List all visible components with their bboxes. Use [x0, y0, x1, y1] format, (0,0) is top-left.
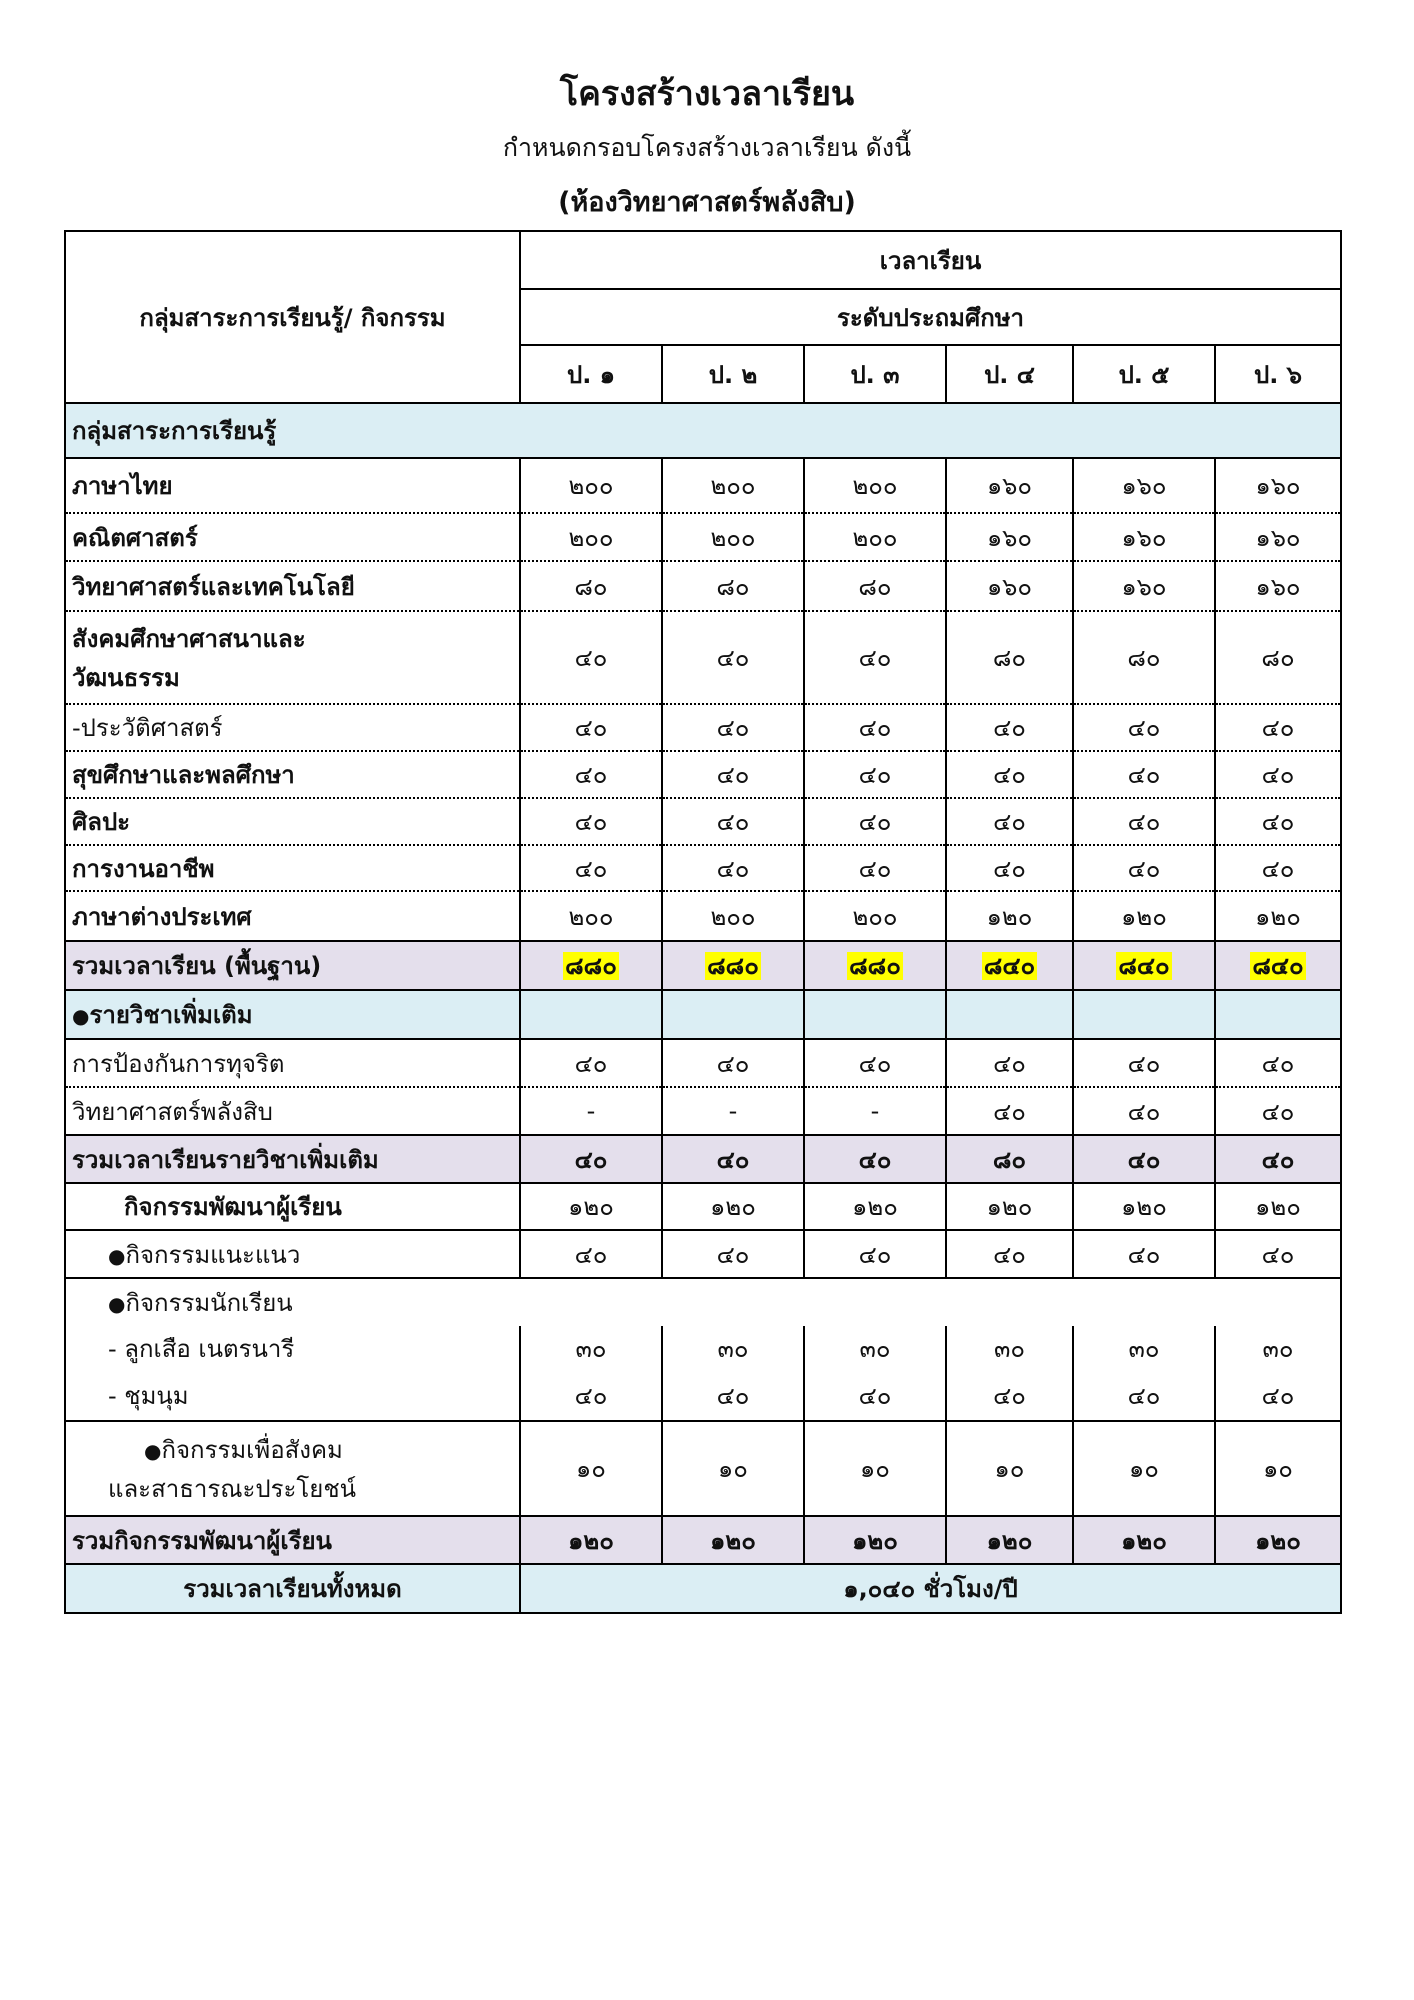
value-cell: ๑๒๐	[1073, 1516, 1215, 1564]
value-cell	[520, 1326, 662, 1421]
value-cell: ๑๒๐	[520, 1516, 662, 1564]
value-cell: ๔๐	[1073, 845, 1215, 891]
value-cell: ๑๐	[520, 1421, 662, 1516]
header-grade: ป. ๑	[520, 345, 662, 403]
row-label	[65, 458, 520, 513]
value-cell: ๔๐	[804, 1135, 946, 1183]
value-cell: ๔๐	[804, 798, 946, 845]
row-label-text: กิจกรรมเพื่อสังคม	[161, 1435, 343, 1464]
bullet-icon: ●	[108, 1292, 126, 1316]
header-level: ระดับประถมศึกษา	[520, 289, 1341, 345]
value-cell: ๔๐	[804, 1039, 946, 1087]
row-label-text: รายวิชาเพิ่มเติม	[89, 1001, 253, 1029]
value-cell: ๑๒๐	[1215, 891, 1341, 941]
empty-cell	[1215, 990, 1341, 1039]
value-line: ๓๐	[575, 1335, 607, 1363]
header-grade: ป. ๓	[804, 345, 946, 403]
value-cell: ๑๖๐	[946, 458, 1073, 513]
value-cell: ๘๐	[520, 561, 662, 611]
value-cell: ๔๐	[662, 845, 804, 891]
value-line: ๓๐	[859, 1335, 891, 1363]
value-cell: ๑๒๐	[946, 1183, 1073, 1230]
value-cell: ๔๐	[946, 1039, 1073, 1087]
value-cell: ๔๐	[1073, 798, 1215, 845]
row-label-text: รวมกิจกรรมพัฒนาผู้เรียน	[72, 1526, 332, 1555]
row-label	[65, 845, 520, 891]
student-activity-header-row	[65, 1278, 1341, 1326]
row-label-text: รวมเวลาเรียน (พื้นฐาน)	[72, 952, 322, 980]
value-cell: ๔๐	[804, 1230, 946, 1278]
value-cell: ๔๐	[946, 845, 1073, 891]
value-cell: ๔๐	[804, 751, 946, 798]
value-cell: ๔๐	[1073, 751, 1215, 798]
value-cell: ๔๐	[1215, 704, 1341, 751]
value-cell: ๘๐	[946, 1135, 1073, 1183]
value-line: ๔๐	[574, 1382, 608, 1410]
value-cell: ๔๐	[1073, 1135, 1215, 1183]
value-cell: ๑๖๐	[1073, 561, 1215, 611]
value-cell: ๔๐	[1215, 1230, 1341, 1278]
value-cell: ๒๐๐	[662, 513, 804, 561]
subject-row	[65, 561, 1341, 611]
highlighted-value: ๘๘๐	[707, 952, 759, 980]
value-cell: ๘๐	[1073, 611, 1215, 704]
timetable-structure-table	[64, 230, 1342, 1614]
row-label-text: วิทยาศาสตร์พลังสิบ	[72, 1097, 273, 1126]
subject-row	[65, 751, 1341, 798]
bullet-icon: ●	[144, 1438, 162, 1463]
subject-row	[65, 611, 1341, 704]
header-row-time	[65, 231, 1341, 289]
value-cell: ๒๐๐	[520, 891, 662, 941]
value-line: ๔๐	[858, 1382, 892, 1410]
value-cell: ๔๐	[520, 611, 662, 704]
row-label	[65, 1183, 520, 1230]
row-label	[65, 1230, 520, 1278]
empty-cell	[662, 990, 804, 1039]
row-label	[65, 1421, 520, 1516]
value-cell: ๑๖๐	[1073, 513, 1215, 561]
value-cell: ๘๐	[946, 611, 1073, 704]
header-group-column: กลุ่มสาระการเรียนรู้/ กิจกรรม	[65, 231, 520, 403]
value-line: ๓๐	[993, 1335, 1026, 1363]
row-label-line	[108, 1430, 513, 1469]
value-cell: ๑๐	[1215, 1421, 1341, 1516]
guidance-row	[65, 1230, 1341, 1278]
activity-header-row	[65, 1183, 1341, 1230]
value-cell: ๔๐	[946, 1230, 1073, 1278]
row-label-text: วิทยาศาสตร์และเทคโนโลยี	[72, 572, 355, 601]
value-cell	[1215, 1326, 1341, 1421]
row-label-line: - ชุมนุม	[108, 1382, 189, 1410]
value-cell: -	[804, 1087, 946, 1135]
row-label-text: สังคมศึกษาศาสนาและ	[72, 624, 306, 653]
value-cell: ๔๐	[662, 1230, 804, 1278]
value-cell: ๒๐๐	[662, 458, 804, 513]
value-cell: ๔๐	[520, 1230, 662, 1278]
row-label-text: ศิลปะ	[72, 808, 131, 836]
activity-total-row	[65, 1516, 1341, 1564]
header-grade: ป. ๒	[662, 345, 804, 403]
row-label-text: สุขศึกษาและพลศึกษา	[72, 761, 295, 789]
empty-cell	[520, 990, 662, 1039]
value-line: ๔๐	[1127, 1382, 1161, 1410]
value-cell	[804, 1326, 946, 1421]
empty-cell	[946, 990, 1073, 1039]
header-grade: ป. ๔	[946, 345, 1073, 403]
section-row-core	[65, 403, 1341, 458]
value-cell: ๑๖๐	[946, 513, 1073, 561]
row-label	[65, 891, 520, 941]
value-line: ๔๐	[1261, 1382, 1295, 1410]
row-label	[65, 1516, 520, 1564]
row-label-text: รวมเวลาเรียนรายวิชาเพิ่มเติม	[72, 1145, 379, 1174]
bullet-icon: ●	[108, 1243, 126, 1268]
value-cell: ๔๐	[1073, 704, 1215, 751]
subject-row	[65, 798, 1341, 845]
row-label	[65, 1135, 520, 1183]
row-label-text: กิจกรรมพัฒนาผู้เรียน	[124, 1193, 342, 1221]
row-label-text: คณิตศาสตร์	[72, 523, 198, 552]
value-line: ๔๐	[716, 1382, 750, 1410]
highlighted-value: ๘๘๐	[565, 952, 617, 980]
value-cell: ๒๐๐	[520, 513, 662, 561]
value-cell: ๘๐	[804, 561, 946, 611]
row-label	[65, 941, 520, 990]
value-cell: ๑๒๐	[804, 1516, 946, 1564]
value-cell: ๔๐	[520, 845, 662, 891]
page-title: โครงสร้างเวลาเรียน	[559, 74, 855, 114]
value-cell	[946, 941, 1073, 990]
value-cell: ๔๐	[1073, 1039, 1215, 1087]
value-cell: ๑๒๐	[946, 1516, 1073, 1564]
value-cell: ๔๐	[804, 704, 946, 751]
value-cell: ๑๐	[662, 1421, 804, 1516]
row-label	[65, 990, 520, 1039]
value-cell	[804, 941, 946, 990]
value-cell: -	[520, 1087, 662, 1135]
subject-row	[65, 513, 1341, 561]
subject-row	[65, 845, 1341, 891]
extra-total-row	[65, 1135, 1341, 1183]
value-cell: ๔๐	[662, 751, 804, 798]
value-cell	[1215, 941, 1341, 990]
grand-total-value: ๑,๐๔๐ ชั่วโมง/ปี	[520, 1564, 1341, 1613]
core-total-row	[65, 941, 1341, 990]
room-label: (ห้องวิทยาศาสตร์พลังสิบ)	[558, 187, 856, 218]
value-cell: ๒๐๐	[520, 458, 662, 513]
header-grade: ป. ๕	[1073, 345, 1215, 403]
row-label-text: กิจกรรมนักเรียน	[125, 1289, 293, 1317]
value-cell: ๑๒๐	[804, 1183, 946, 1230]
value-line: ๓๐	[1262, 1335, 1294, 1363]
row-label	[65, 611, 520, 704]
row-label	[65, 704, 520, 751]
value-cell: ๔๐	[804, 611, 946, 704]
grand-total-row	[65, 1564, 1341, 1613]
value-cell: ๒๐๐	[804, 458, 946, 513]
value-cell: ๑๐	[1073, 1421, 1215, 1516]
value-cell: ๔๐	[946, 1087, 1073, 1135]
row-label-text: ภาษาไทย	[72, 472, 173, 500]
value-cell	[662, 941, 804, 990]
value-cell: ๔๐	[1215, 1135, 1341, 1183]
value-line: ๓๐	[1128, 1335, 1160, 1363]
bullet-icon: ●	[72, 1004, 90, 1028]
value-cell: ๔๐	[520, 1039, 662, 1087]
value-cell: ๔๐	[520, 798, 662, 845]
value-cell: ๘๐	[1215, 611, 1341, 704]
table-body	[65, 231, 1341, 1613]
value-cell: ๔๐	[1073, 1087, 1215, 1135]
row-label	[65, 1039, 520, 1087]
value-cell: ๔๐	[1215, 845, 1341, 891]
value-cell: ๑๖๐	[1215, 458, 1341, 513]
student-activity-sub-rows	[65, 1326, 1341, 1421]
empty-cell	[1073, 990, 1215, 1039]
value-cell	[520, 941, 662, 990]
value-cell: ๑๒๐	[662, 1516, 804, 1564]
value-cell: ๑๒๐	[662, 1183, 804, 1230]
value-cell	[1073, 1326, 1215, 1421]
highlighted-value: ๘๔๐	[983, 952, 1036, 980]
empty-cell	[804, 990, 946, 1039]
value-cell: ๑๖๐	[1073, 458, 1215, 513]
row-label	[65, 798, 520, 845]
value-cell: ๑๐	[804, 1421, 946, 1516]
value-cell: ๔๐	[1073, 1230, 1215, 1278]
subject-row	[65, 704, 1341, 751]
value-cell: ๘๐	[662, 561, 804, 611]
section-label: กลุ่มสาระการเรียนรู้	[65, 403, 1341, 458]
row-label-text: - ลูกเสือ เนตรนารี	[108, 1335, 295, 1363]
row-label	[65, 1087, 520, 1135]
value-cell: ๔๐	[946, 704, 1073, 751]
value-cell: ๒๐๐	[804, 513, 946, 561]
value-cell: ๑๐	[946, 1421, 1073, 1516]
value-cell: ๑๒๐	[1215, 1516, 1341, 1564]
value-cell: ๑๒๐	[520, 1183, 662, 1230]
value-line: ๓๐	[717, 1335, 749, 1363]
row-label	[65, 513, 520, 561]
value-cell: ๒๐๐	[662, 891, 804, 941]
section-row-extra	[65, 990, 1341, 1039]
value-cell	[1073, 941, 1215, 990]
value-cell: ๔๐	[1215, 751, 1341, 798]
highlighted-value: ๘๔๐	[1252, 952, 1304, 980]
value-cell: ๑๖๐	[1215, 561, 1341, 611]
header-time: เวลาเรียน	[520, 231, 1341, 289]
value-cell	[662, 1326, 804, 1421]
row-label-line: วัฒนธรรม	[72, 663, 180, 692]
value-cell: ๑๒๐	[1073, 891, 1215, 941]
highlighted-value: ๘๔๐	[1118, 952, 1170, 980]
value-cell: ๔๐	[662, 611, 804, 704]
value-cell: -	[662, 1087, 804, 1135]
value-cell: ๒๐๐	[804, 891, 946, 941]
value-line: ๔๐	[993, 1382, 1026, 1410]
row-label-text: กิจกรรมแนะแนว	[125, 1240, 301, 1269]
value-cell: ๔๐	[946, 798, 1073, 845]
subject-row	[65, 1087, 1341, 1135]
value-cell: ๔๐	[1215, 1087, 1341, 1135]
row-label-line	[108, 1326, 513, 1373]
value-cell: ๑๒๐	[946, 891, 1073, 941]
value-cell: ๔๐	[804, 845, 946, 891]
row-label	[65, 561, 520, 611]
subject-row	[65, 1039, 1341, 1087]
value-cell: ๔๐	[520, 704, 662, 751]
value-cell: ๔๐	[1215, 1039, 1341, 1087]
social-activity-row	[65, 1421, 1341, 1516]
value-cell: ๑๖๐	[946, 561, 1073, 611]
subject-row	[65, 891, 1341, 941]
value-cell: ๔๐	[520, 751, 662, 798]
row-label-text: ภาษาต่างประเทศ	[72, 902, 252, 931]
highlighted-value: ๘๘๐	[849, 952, 901, 980]
row-label-line	[72, 619, 513, 658]
value-cell: ๔๐	[662, 798, 804, 845]
row-label-text: -ประวัติศาสตร์	[72, 714, 223, 742]
value-cell: ๔๐	[520, 1135, 662, 1183]
page-subtitle: กำหนดกรอบโครงสร้างเวลาเรียน ดังนี้	[502, 133, 912, 162]
value-cell: ๔๐	[946, 751, 1073, 798]
row-label	[65, 1326, 520, 1421]
row-label-text: การงานอาชีพ	[72, 854, 215, 883]
header-grade: ป. ๖	[1215, 345, 1341, 403]
value-cell	[946, 1326, 1073, 1421]
grand-total-label: รวมเวลาเรียนทั้งหมด	[65, 1564, 520, 1613]
row-label	[65, 1278, 1341, 1326]
subject-row	[65, 458, 1341, 513]
value-cell: ๔๐	[1215, 798, 1341, 845]
row-label-text: การป้องกันการทุจริต	[72, 1049, 285, 1078]
value-cell: ๑๖๐	[1215, 513, 1341, 561]
value-cell: ๑๒๐	[1073, 1183, 1215, 1230]
value-cell: ๑๒๐	[1215, 1183, 1341, 1230]
value-cell: ๔๐	[662, 704, 804, 751]
value-cell: ๔๐	[662, 1135, 804, 1183]
row-label	[65, 751, 520, 798]
row-label-line: และสาธารณะประโยชน์	[108, 1474, 357, 1503]
value-cell: ๔๐	[662, 1039, 804, 1087]
